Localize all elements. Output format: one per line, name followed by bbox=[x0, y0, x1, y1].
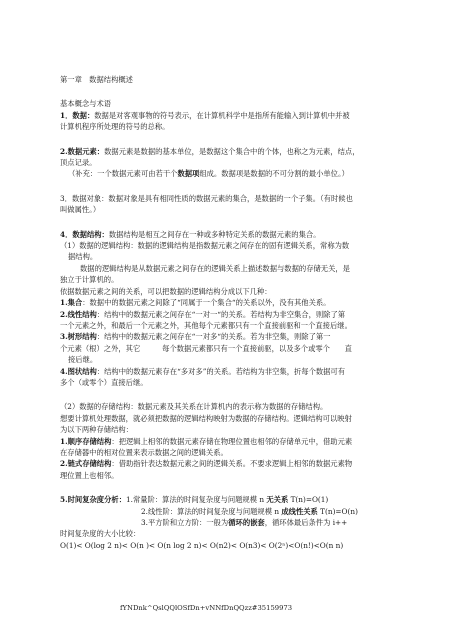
item-data-line2: 计算机程序所处理的符号的总称。 bbox=[60, 122, 170, 132]
term-complexity: 5.时间复杂度分析： bbox=[60, 495, 126, 505]
page-footer: fYNDnk^QslQQlOSfDn+vNNfDnQQzz#35159973 bbox=[120, 604, 293, 612]
document-body bbox=[60, 74, 422, 551]
tree-structure-3: 接后继。 bbox=[68, 355, 98, 365]
item-object-line2: 叫做属性。） bbox=[60, 205, 101, 215]
logical-desc-1: 数据的逻辑结构是从数据元素之间存在的逻辑关系上描述数据与数据的存储无关，是 bbox=[80, 263, 350, 273]
sequential-storage-2: 在存储器中的相对位置来表示数据之间的逻辑关系。 bbox=[60, 447, 228, 457]
item-data-line1: 1．数据：数据是对客观事物的符号表示，在计算机科学中是指所有能输入到计算机中并被 bbox=[60, 110, 350, 120]
linear-structure-2: 一个元素之外，和最后一个元素之外，其他每个元素都只有一个直接前驱和一个直接后继。 bbox=[60, 320, 352, 330]
item-element-line2: 顶点记录。 bbox=[60, 158, 97, 168]
term-element: 2.数据元素： bbox=[60, 146, 105, 156]
tree-structure-2: 个元素（根）之外，其它 每个数据元素都只有一个直接前驱，以及多个或零个 直 bbox=[60, 343, 352, 353]
complexity-line1: 5.时间复杂度分析：1.常量阶：算法的时间复杂度与问题规模 n 无关系 T(n)=O(1) bbox=[60, 495, 329, 505]
item-element-note: （补充：一个数据元素可由若干个数据项组成。数据项是数据的不可分割的最小单位。） bbox=[68, 169, 349, 179]
storage-desc-1: 想要计算机处理数据，就必须把数据的逻辑结构映射为数据的存储结构。逻辑结构可以映射 bbox=[60, 413, 352, 423]
logical-types: 依据数据元素之间的关系，可以把数据的逻辑结构分成以下几种： bbox=[60, 286, 272, 296]
item-element-line1: 2.数据元素：数据元素是数据的基本单位，是数据这个集合中的个体，也称之为元素，结点， bbox=[60, 146, 360, 156]
logical-desc-2: 独立于计算机的。 bbox=[60, 275, 119, 285]
graph-structure-1: 4.图状结构：结构中的数据元素存在“多对多”的关系。若结构为非空集，折每个数据可有 bbox=[60, 366, 346, 376]
term-data: 1．数据： bbox=[60, 110, 95, 120]
item-structure-line1: 4．数据结构：数据结构是相互之间存在一种或多种特定关系的数据元素的集合。 bbox=[60, 229, 321, 239]
complexity-line3: 3.平方阶和立方阶：一般为循环的嵌套，循环体最后条件为 i++ bbox=[141, 518, 348, 527]
storage-intro: （2）数据的存储结构：数据元素及其关系在计算机内的表示称为数据的存储结构。 bbox=[60, 402, 328, 412]
tree-structure-1: 3.树形结构：结构中的数据元素之间存在“一对多“的关系。若为非空集，则除了第一 bbox=[60, 332, 331, 342]
term-structure: 4．数据结构： bbox=[60, 229, 109, 239]
chain-storage-1: 2.链式存储结构：借助指针表达数据元素之间的逻辑关系。不要求逻辑上相邻的数据元素物 bbox=[60, 459, 353, 469]
storage-desc-2: 为以下两种存储结构： bbox=[60, 425, 133, 435]
sequential-storage-1: 1.顺序存储结构：把逻辑上相邻的数据元素存储在物理位置也相邻的存储单元中，借助元素 bbox=[60, 436, 353, 446]
section-heading: 基本概念与术语 bbox=[60, 99, 112, 109]
logical-intro-2: 据结构。 bbox=[68, 252, 98, 262]
chain-storage-2: 理位置上也相邻。 bbox=[60, 470, 119, 480]
graph-structure-2: 多个（或零个）直接后继。 bbox=[60, 377, 148, 387]
complexity-line2: 2.线性阶：算法的时间复杂度与问题规模 n 成线性关系 T(n)=O(n) bbox=[141, 506, 358, 516]
item-object-line1: 3．数据对象：数据对象是具有相同性质的数据元素的集合，是数据的一个子集。（有时候也 bbox=[60, 193, 353, 203]
logical-intro-1: （1）数据的逻辑结构：数据的逻辑结构是指数据元素之间存在的固有逻辑关系，常称为数 bbox=[60, 241, 350, 251]
chapter-title: 第一章 数据结构概述 bbox=[60, 75, 133, 84]
linear-structure-1: 2.线性结构：结构中的数据元素之间存在“一对一“的关系。若结构为非空集合，则除了第 bbox=[60, 309, 346, 319]
complexity-order-title: 时间复杂度的大小比较： bbox=[60, 529, 141, 539]
complexity-order: O(1)< O(log 2 n)< O(n )< O(n log 2 n)< O(n2)< O(n3)< O(2ⁿ)<O(n!)<O(n n) bbox=[60, 540, 344, 550]
set-structure: 1.集合：数据中的数据元素之间除了“同属于一个集合“的关系以外，没有其他关系。 bbox=[60, 298, 331, 308]
